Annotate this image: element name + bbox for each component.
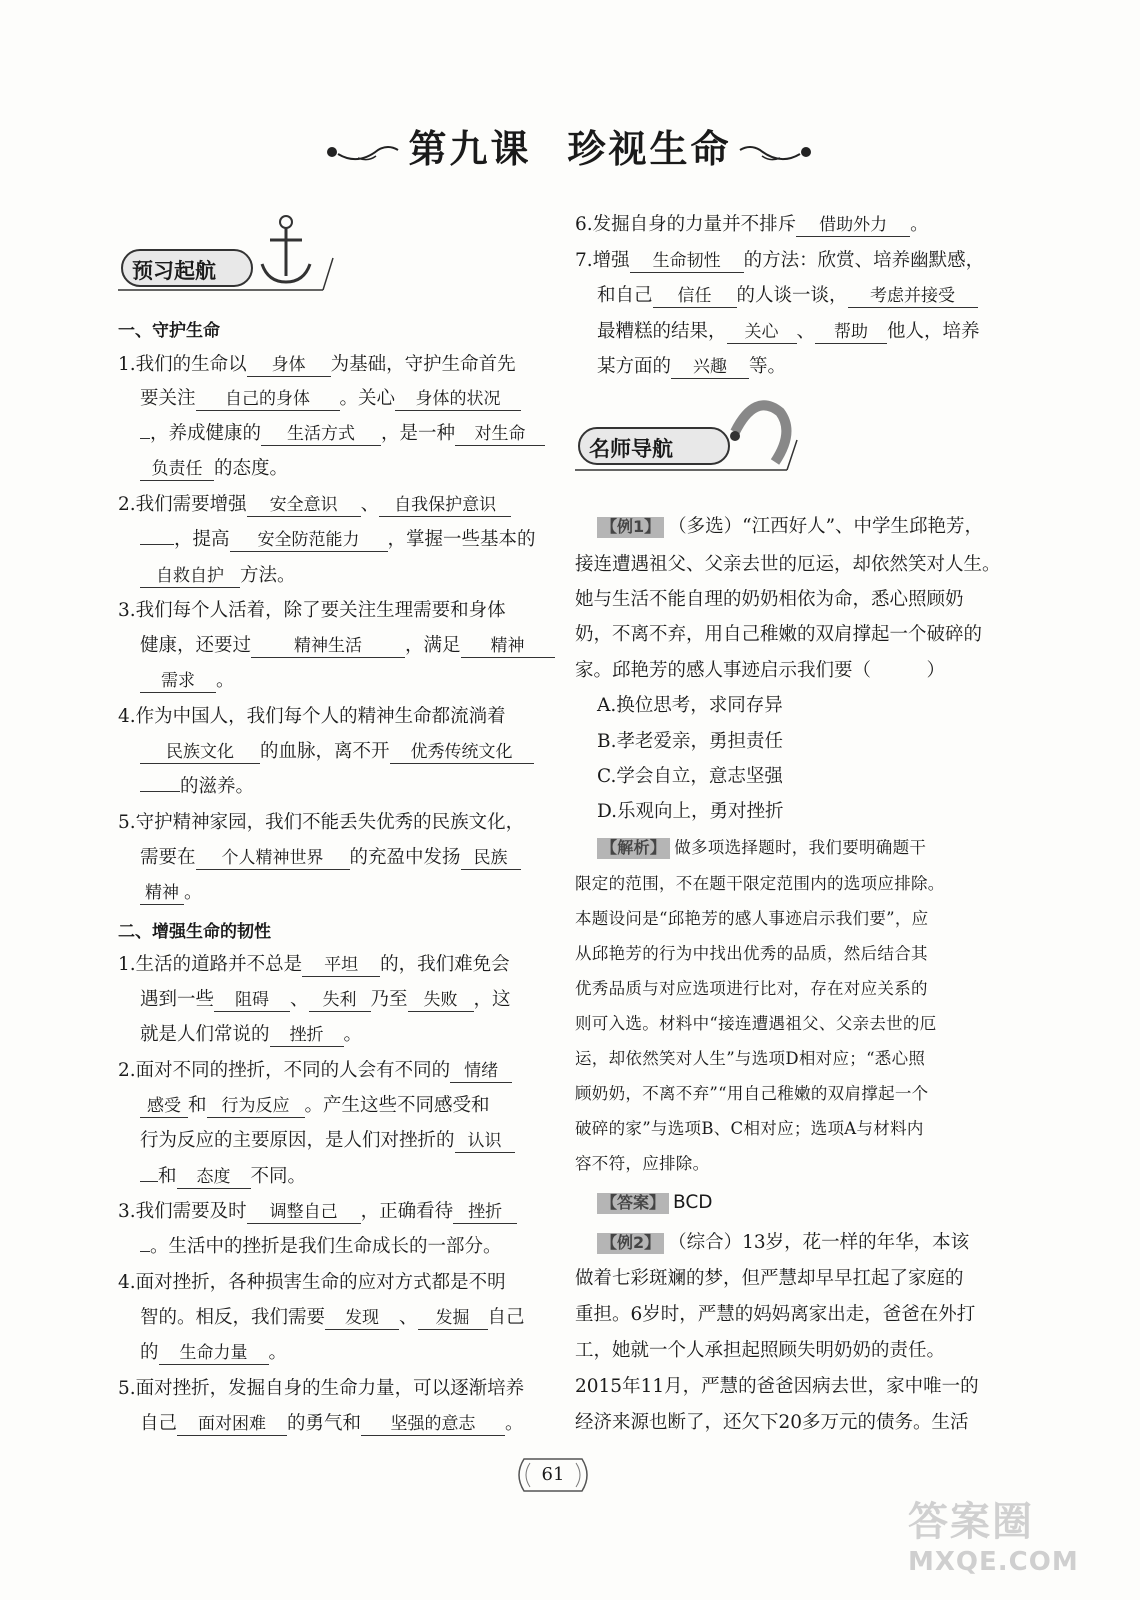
question-line: 和自己 信任 的人谈一谈， 考虑并接受: [597, 281, 978, 308]
answer-blank: 发现: [325, 1308, 399, 1330]
option-c: C.学会自立，意志坚强: [597, 766, 783, 787]
answer-blank: 身体: [247, 355, 331, 377]
question-line: 健康，还要过 精神生活 ，满足 精神: [140, 631, 555, 658]
answer-blank: 失败: [408, 990, 474, 1012]
answer-blank: 调整自己: [247, 1202, 361, 1224]
question-line: 感受 和 行为反应 。产生这些不同感受和: [140, 1091, 490, 1118]
example-line: 经济来源也断了，还欠下20多万元的债务。生活: [575, 1412, 969, 1433]
answer-label: 【答案】: [597, 1193, 669, 1214]
example-line: 接连遭遇祖父、父亲去世的厄运，却依然笑对人生。: [575, 554, 1001, 575]
question-line: 自救自护 方法。: [140, 561, 296, 588]
question-line: ，养成健康的 生活方式 ，是一种 对生命: [140, 419, 545, 446]
answer-blank: 个人精神世界: [196, 848, 350, 870]
answer-blank: 安全意识: [247, 495, 361, 517]
answer-blank: [140, 438, 150, 439]
analysis-line: 破碎的家”与选项B、C相对应；选项A与材料内: [575, 1119, 924, 1138]
analysis-line: 限定的范围，不在题干限定范围内的选项应排除。: [575, 874, 945, 893]
preview-banner: 预习起航: [118, 210, 338, 300]
answer-blank: 生命韧性: [630, 251, 744, 273]
question-line: 4.面对挫折，各种损害生命的应对方式都是不明: [118, 1272, 506, 1293]
question-line: 自己 面对困难 的勇气和 坚强的意志 。: [140, 1409, 524, 1436]
example-label: 【例2】: [597, 1233, 664, 1254]
answer-blank: 精神生活: [251, 636, 405, 658]
question-line: 3.我们每个人活着，除了要关注生理需要和身体: [118, 600, 506, 621]
analysis-label: 【解析】: [597, 838, 670, 859]
watermark: 答案圈 MXQE.COM: [908, 1499, 1079, 1577]
answer-blank: 信任: [653, 286, 737, 308]
question-line: 智的。相反，我们需要 发现 、 发掘 自己: [140, 1303, 525, 1330]
answer-blank: 民族文化: [140, 742, 260, 764]
example-line: 工，她就一个人承担起照顾失明奶奶的责任。: [575, 1340, 946, 1361]
analysis-line: 容不符，应排除。: [575, 1154, 710, 1173]
answer-blank: 关心: [727, 322, 797, 344]
question-line: 就是人们常说的 挫折 。: [140, 1020, 362, 1047]
question-line: 民族文化 的血脉，离不开 优秀传统文化: [140, 737, 534, 764]
analysis-line: 从邱艳芳的行为中找出优秀的品质，然后结合其: [575, 944, 928, 963]
question-line: 1.我们的生命以 身体 为基础，守护生命首先: [118, 350, 516, 377]
answer-blank: [140, 791, 180, 792]
question-line: 5.面对挫折，发掘自身的生命力量，可以逐渐培养: [118, 1378, 525, 1399]
analysis-line: 本题设问是“邱艳芳的感人事迹启示我们要”，应: [575, 909, 929, 928]
section-heading: 二、增强生命的韧性: [118, 922, 271, 942]
analysis-line: 优秀品质与对应选项进行比对，存在对应关系的: [575, 979, 928, 998]
answer-blank: 精神: [461, 636, 555, 658]
teacher-banner: 名师导航: [575, 392, 805, 482]
answer-blank: 阻碍: [214, 990, 290, 1012]
answer-line: [597, 1192, 713, 1214]
answer-blank: 考虑并接受: [848, 286, 978, 308]
question-line: 的滋养。: [140, 772, 254, 798]
answer-blank: 认识: [455, 1131, 515, 1153]
answer-blank: 负责任: [140, 459, 214, 481]
question-line: 和 态度 不同。: [140, 1162, 306, 1189]
answer-blank: [140, 1181, 158, 1182]
answer-value: BCD: [673, 1192, 713, 1213]
answer-blank: 身体的状况: [395, 389, 521, 411]
question-line: 负责任 的态度。: [140, 454, 288, 481]
option-a: A.换位思考，求同存异: [597, 695, 783, 716]
question-line: 行为反应的主要原因，是人们对挫折的 认识: [140, 1126, 515, 1153]
analysis-line: 顾奶奶，不离不弃”“用自己稚嫩的双肩撑起一个: [575, 1084, 929, 1103]
question-line: 3.我们需要及时 调整自己 ，正确看待 挫折: [118, 1197, 517, 1224]
analysis-line: 则可入选。材料中“接连遭遇祖父、父亲去世的厄: [575, 1014, 937, 1033]
answer-blank: 需求: [140, 671, 216, 693]
question-line: 5.守护精神家园，我们不能丢失优秀的民族文化，: [118, 812, 525, 833]
answer-blank: 兴趣: [671, 357, 749, 379]
answer-blank: 情绪: [450, 1061, 512, 1083]
example-line: 奶，不离不弃，用自己稚嫩的双肩撑起一个破碎的: [575, 624, 983, 645]
question-line: 2.面对不同的挫折，不同的人会有不同的 情绪: [118, 1056, 512, 1083]
answer-blank: 帮助: [815, 322, 887, 344]
analysis-line: 运，却依然笑对人生”与选项D相对应；“悉心照: [575, 1049, 926, 1068]
analysis-line: 【解析】 做多项选择题时，我们要明确题干: [597, 834, 926, 859]
example-line: 家。邱艳芳的感人事迹启示我们要（ ）: [575, 660, 946, 681]
option-d: D.乐观向上，勇对挫折: [597, 801, 784, 822]
question-line: 2.我们需要增强 安全意识 、 自我保护意识: [118, 490, 511, 517]
answer-blank: 感受: [140, 1096, 188, 1118]
question-line: 精神 。: [140, 878, 203, 905]
answer-blank: 失利: [309, 990, 371, 1012]
answer-blank: 自己的身体: [196, 389, 340, 411]
answer-blank: 自我保护意识: [379, 495, 511, 517]
question-line: 某方面的 兴趣 等。: [597, 352, 786, 379]
section-heading: 一、守护生命: [118, 321, 220, 341]
answer-blank: 安全防范能力: [230, 530, 388, 552]
question-line: ，提高 安全防范能力 ，掌握一些基本的: [140, 525, 536, 552]
example-line: 2015年11月，严慧的爸爸因病去世，家中唯一的: [575, 1376, 979, 1397]
question-line: 6.发掘自身的力量并不排斥 借助外力 。: [575, 210, 929, 237]
example-line: 做着七彩斑斓的梦，但严慧却早早扛起了家庭的: [575, 1268, 964, 1289]
answer-blank: 挫折: [270, 1025, 344, 1047]
answer-blank: 平坦: [302, 955, 380, 977]
page-number: 61: [541, 1464, 565, 1485]
question-line: 要关注 自己的身体 。关心 身体的状况: [140, 384, 521, 411]
answer-blank: [140, 544, 174, 545]
question-line: 需要在 个人精神世界 的充盈中发扬 民族: [140, 843, 521, 870]
answer-blank: 行为反应: [207, 1096, 305, 1118]
answer-blank: 坚强的意志: [361, 1414, 505, 1436]
question-line: 1.生活的道路并不总是 平坦 的，我们难免会: [118, 950, 510, 977]
answer-blank: 面对困难: [177, 1414, 287, 1436]
answer-blank: 生命力量: [159, 1343, 269, 1365]
example-line: 【例2】 （综合）13岁，花一样的年华，本该: [597, 1228, 969, 1254]
question-line: 7.增强 生命韧性 的方法：欣赏、培养幽默感，: [575, 246, 984, 273]
question-line: 。生活中的挫折是我们生命成长的一部分。: [140, 1232, 502, 1258]
question-line: 最糟糕的结果， 关心 、 帮助 他人，培养: [597, 317, 980, 344]
question-line: 4.作为中国人，我们每个人的精神生命都流淌着: [118, 706, 506, 727]
answer-blank: 态度: [177, 1167, 251, 1189]
answer-blank: 自救自护: [140, 566, 240, 588]
answer-blank: 挫折: [453, 1202, 517, 1224]
example-line: 重担。6岁时，严慧的妈妈离家出走，爸爸在外打: [575, 1304, 976, 1325]
answer-blank: 优秀传统文化: [390, 742, 534, 764]
lesson-title: 第九课 珍视生命: [408, 127, 732, 171]
answer-blank: [140, 1251, 150, 1252]
answer-blank: 对生命: [455, 424, 545, 446]
question-line: 遇到一些 阻碍 、 失利 乃至 失败 ，这: [140, 985, 511, 1012]
answer-blank: 生活方式: [261, 424, 381, 446]
answer-blank: 民族: [461, 848, 521, 870]
example-label: 【例1】: [597, 517, 664, 538]
title-ornament-right: [730, 136, 820, 176]
option-b: B.孝老爱亲，勇担责任: [597, 731, 783, 752]
answer-blank: 发掘: [418, 1308, 488, 1330]
example-line: 她与生活不能自理的奶奶相依为命，悉心照顾奶: [575, 589, 964, 610]
question-line: 需求 。: [140, 666, 235, 693]
answer-blank: 借助外力: [796, 215, 910, 237]
question-line: 的 生命力量 。: [140, 1338, 287, 1365]
example-line: 【例1】 （多选）“江西好人”、中学生邱艳芳，: [597, 512, 983, 538]
answer-blank: 精神: [140, 883, 184, 905]
